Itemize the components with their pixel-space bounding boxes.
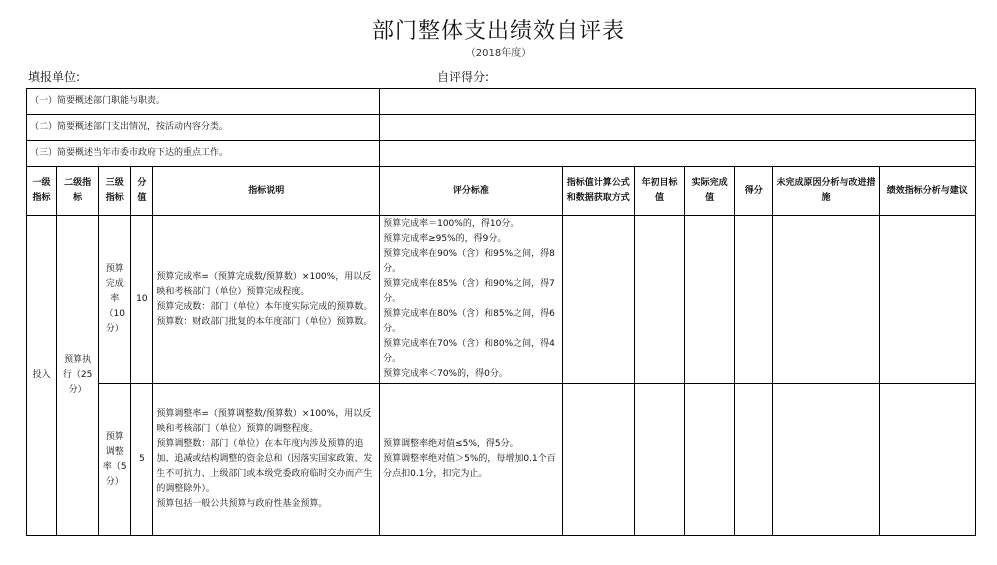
column-header: 分值 — [131, 167, 153, 216]
column-header-row — [27, 167, 976, 216]
column-header: 实际完成值 — [685, 167, 735, 216]
page-subtitle: （2018年度） — [465, 48, 532, 59]
column-header: 指标说明 — [153, 167, 380, 216]
page-title: 部门整体支出绩效自评表 — [371, 19, 625, 44]
score-field[interactable] — [735, 384, 773, 536]
column-header: 三级指标 — [99, 167, 131, 216]
evaluation-table — [26, 88, 976, 536]
intro-label: （一）简要概述部门职能与职责。 — [27, 89, 380, 115]
indicator-description: 预算完成率=（预算完成数/预算数）×100%，用以反映和考核部门（单位）预算完成程度。 预算完成数：部门（单位）本年度实际完成的预算数。 预算数：财政部门批复的本年度部门（单位）预算数。 — [153, 216, 380, 384]
table-row — [27, 384, 976, 536]
scoring-criteria: 预算完成率＝100%的，得10分。 预算完成率≥95%的，得9分。 预算完成率在90%（含）和95%之间，得8分。 预算完成率在85%（含）和90%之间，得7分。 预算完成率在80%（含）和85%之间，得6分。 预算完成率在70%（含）和80%之间，得4分。 预算完成率＜70%的，得0分。 — [380, 216, 563, 384]
level1-indicator: 投入 — [27, 216, 57, 536]
reason-field[interactable] — [773, 384, 879, 536]
indicator-score: 10 — [131, 216, 153, 384]
reporting-unit-label: 填报单位: — [28, 70, 81, 84]
intro-value-field[interactable] — [380, 115, 976, 141]
actual-value-field[interactable] — [685, 384, 735, 536]
column-header: 绩效指标分析与建议 — [879, 167, 975, 216]
analysis-field[interactable] — [879, 216, 975, 384]
level3-indicator: 预算调整率（5分） — [99, 384, 131, 536]
target-value-field[interactable] — [634, 384, 684, 536]
reason-field[interactable] — [773, 216, 879, 384]
intro-row — [27, 115, 976, 141]
intro-row — [27, 141, 976, 167]
indicator-score: 5 — [131, 384, 153, 536]
formula-field[interactable] — [562, 384, 634, 536]
score-field[interactable] — [735, 216, 773, 384]
intro-value-field[interactable] — [380, 141, 976, 167]
column-header: 得分 — [735, 167, 773, 216]
intro-value-field[interactable] — [380, 89, 976, 115]
level2-indicator: 预算执行（25分） — [57, 216, 99, 536]
indicator-description: 预算调整率=（预算调整数/预算数）×100%，用以反映和考核部门（单位）预算的调整程度。 预算调整数：部门（单位）在本年度内涉及预算的追加、追减或结构调整的资金总和（因落实国家政策、发生不可抗力、上级部门或本级党委政府临时交办而产生的调整除外）。 预算包括一般公共预算与政府性基金预算。 — [153, 384, 380, 536]
column-header: 一级指标 — [27, 167, 57, 216]
column-header: 二级指标 — [57, 167, 99, 216]
intro-row — [27, 89, 976, 115]
self-score-label: 自评得分: — [437, 70, 490, 84]
scoring-criteria: 预算调整率绝对值≤5%，得5分。 预算调整率绝对值＞5%的，每增加0.1个百分点扣0.1分，扣完为止。 — [380, 384, 563, 536]
level3-indicator: 预算完成率（10分） — [99, 216, 131, 384]
analysis-field[interactable] — [879, 384, 975, 536]
formula-field[interactable] — [562, 216, 634, 384]
intro-label: （二）简要概述部门支出情况，按活动内容分类。 — [27, 115, 380, 141]
column-header: 年初目标值 — [634, 167, 684, 216]
intro-label: （三）简要概述当年市委市政府下达的重点工作。 — [27, 141, 380, 167]
table-row — [27, 216, 976, 384]
column-header: 指标值计算公式和数据获取方式 — [562, 167, 634, 216]
actual-value-field[interactable] — [685, 216, 735, 384]
column-header: 评分标准 — [380, 167, 563, 216]
column-header: 未完成原因分析与改进措施 — [773, 167, 879, 216]
target-value-field[interactable] — [634, 216, 684, 384]
